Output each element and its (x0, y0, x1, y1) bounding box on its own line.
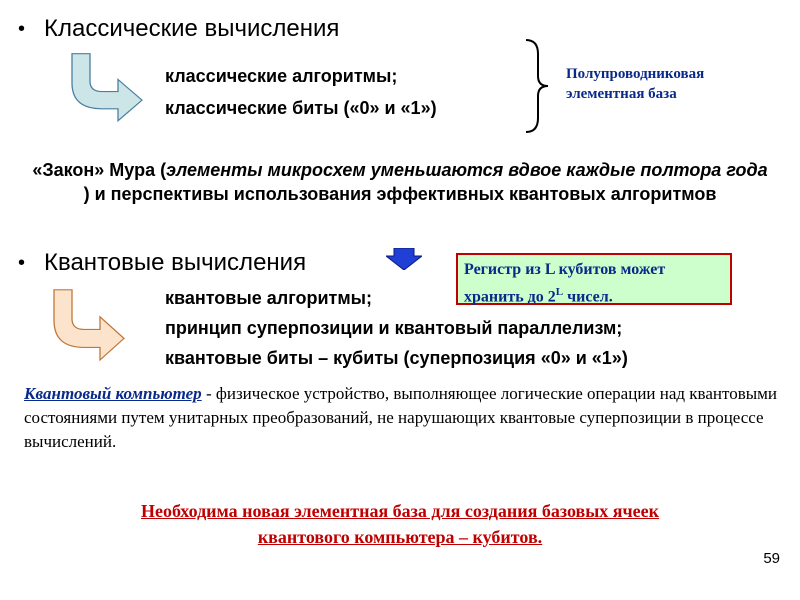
right-brace-icon (522, 38, 552, 134)
section1-item-1: классические алгоритмы; (165, 66, 398, 86)
register-line2-post: чисел. (563, 288, 613, 306)
section2-item-2: принцип суперпозиции и квантовый параллелизм; (165, 318, 623, 338)
register-line-2 (464, 281, 724, 308)
section1-title: Классические вычисления (44, 15, 340, 42)
moore-tail: ) и перспективы использования эффективных квантовых алгоритмов (83, 184, 717, 204)
conclusion (40, 498, 760, 550)
curved-arrow-icon (68, 52, 146, 124)
section2-item-3: квантовые биты – кубиты (суперпозиция «0» и «1») (165, 348, 628, 368)
section2-item-1: квантовые алгоритмы; (165, 288, 372, 308)
definition-term: Квантовый компьютер (24, 384, 202, 403)
bullet-dot: • (18, 252, 26, 274)
conclusion-line-2: квантового компьютера – кубитов. (257, 527, 543, 547)
section1-item-2: классические биты («0» и «1») (165, 98, 437, 118)
register-line2-pre: хранить до 2 (464, 288, 556, 306)
brace-label: Полупроводниковая элементная база (566, 66, 705, 102)
curved-arrow-icon (50, 288, 128, 364)
conclusion-line-1: Необходима новая элементная база для создания базовых ячеек (140, 501, 660, 521)
definition (24, 382, 784, 454)
register-superscript: L (555, 286, 564, 298)
moore-lead: «Закон» Мура ( (32, 160, 167, 180)
definition-text: - физическое устройство, выполняющее логические операции над квантовыми состояниями путем унитарных преобразований, не нарушающих квантовые суперпозиции в процессе вычислений. (24, 384, 778, 451)
section2-title: Квантовые вычисления (44, 249, 307, 276)
down-arrow-icon (386, 248, 422, 270)
bullet-dot: • (18, 18, 26, 40)
moore-italic: элементы микросхем уменьшаются вдвое каждые полтора года (166, 160, 768, 180)
moore-law (30, 158, 770, 206)
register-line-1: Регистр из L кубитов может (464, 261, 666, 278)
page-number: 59 (763, 550, 780, 567)
register-box (456, 253, 732, 305)
